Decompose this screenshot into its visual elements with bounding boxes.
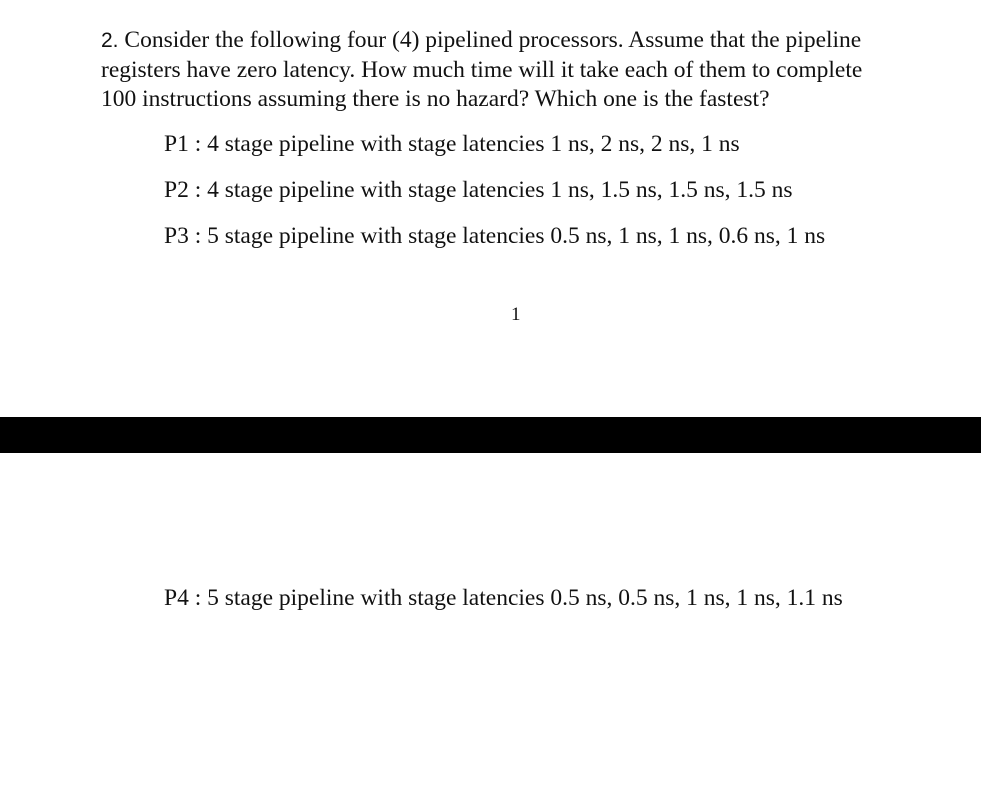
question-line-2: registers have zero latency. How much time will it take each of them to complete	[101, 56, 863, 83]
processor-p1: P1 : 4 stage pipeline with stage latencies 1 ns, 2 ns, 2 ns, 1 ns	[164, 131, 740, 157]
page-number: 1	[511, 304, 521, 325]
processor-p3: P3 : 5 stage pipeline with stage latencies 0.5 ns, 1 ns, 1 ns, 0.6 ns, 1 ns	[164, 223, 826, 249]
question-line-1-text: Consider the following four (4) pipelined processors. Assume that the pipeline	[118, 27, 862, 53]
question-line-3: 100 instructions assuming there is no hazard? Which one is the fastest?	[101, 86, 770, 112]
question-number: 2.	[101, 29, 119, 52]
question-text	[101, 26, 921, 115]
page-break-bar	[0, 417, 981, 453]
processor-p2: P2 : 4 stage pipeline with stage latencies 1 ns, 1.5 ns, 1.5 ns, 1.5 ns	[164, 177, 793, 203]
question-line-1	[101, 26, 921, 56]
processor-p4: P4 : 5 stage pipeline with stage latencies 0.5 ns, 0.5 ns, 1 ns, 1 ns, 1.1 ns	[164, 585, 843, 611]
